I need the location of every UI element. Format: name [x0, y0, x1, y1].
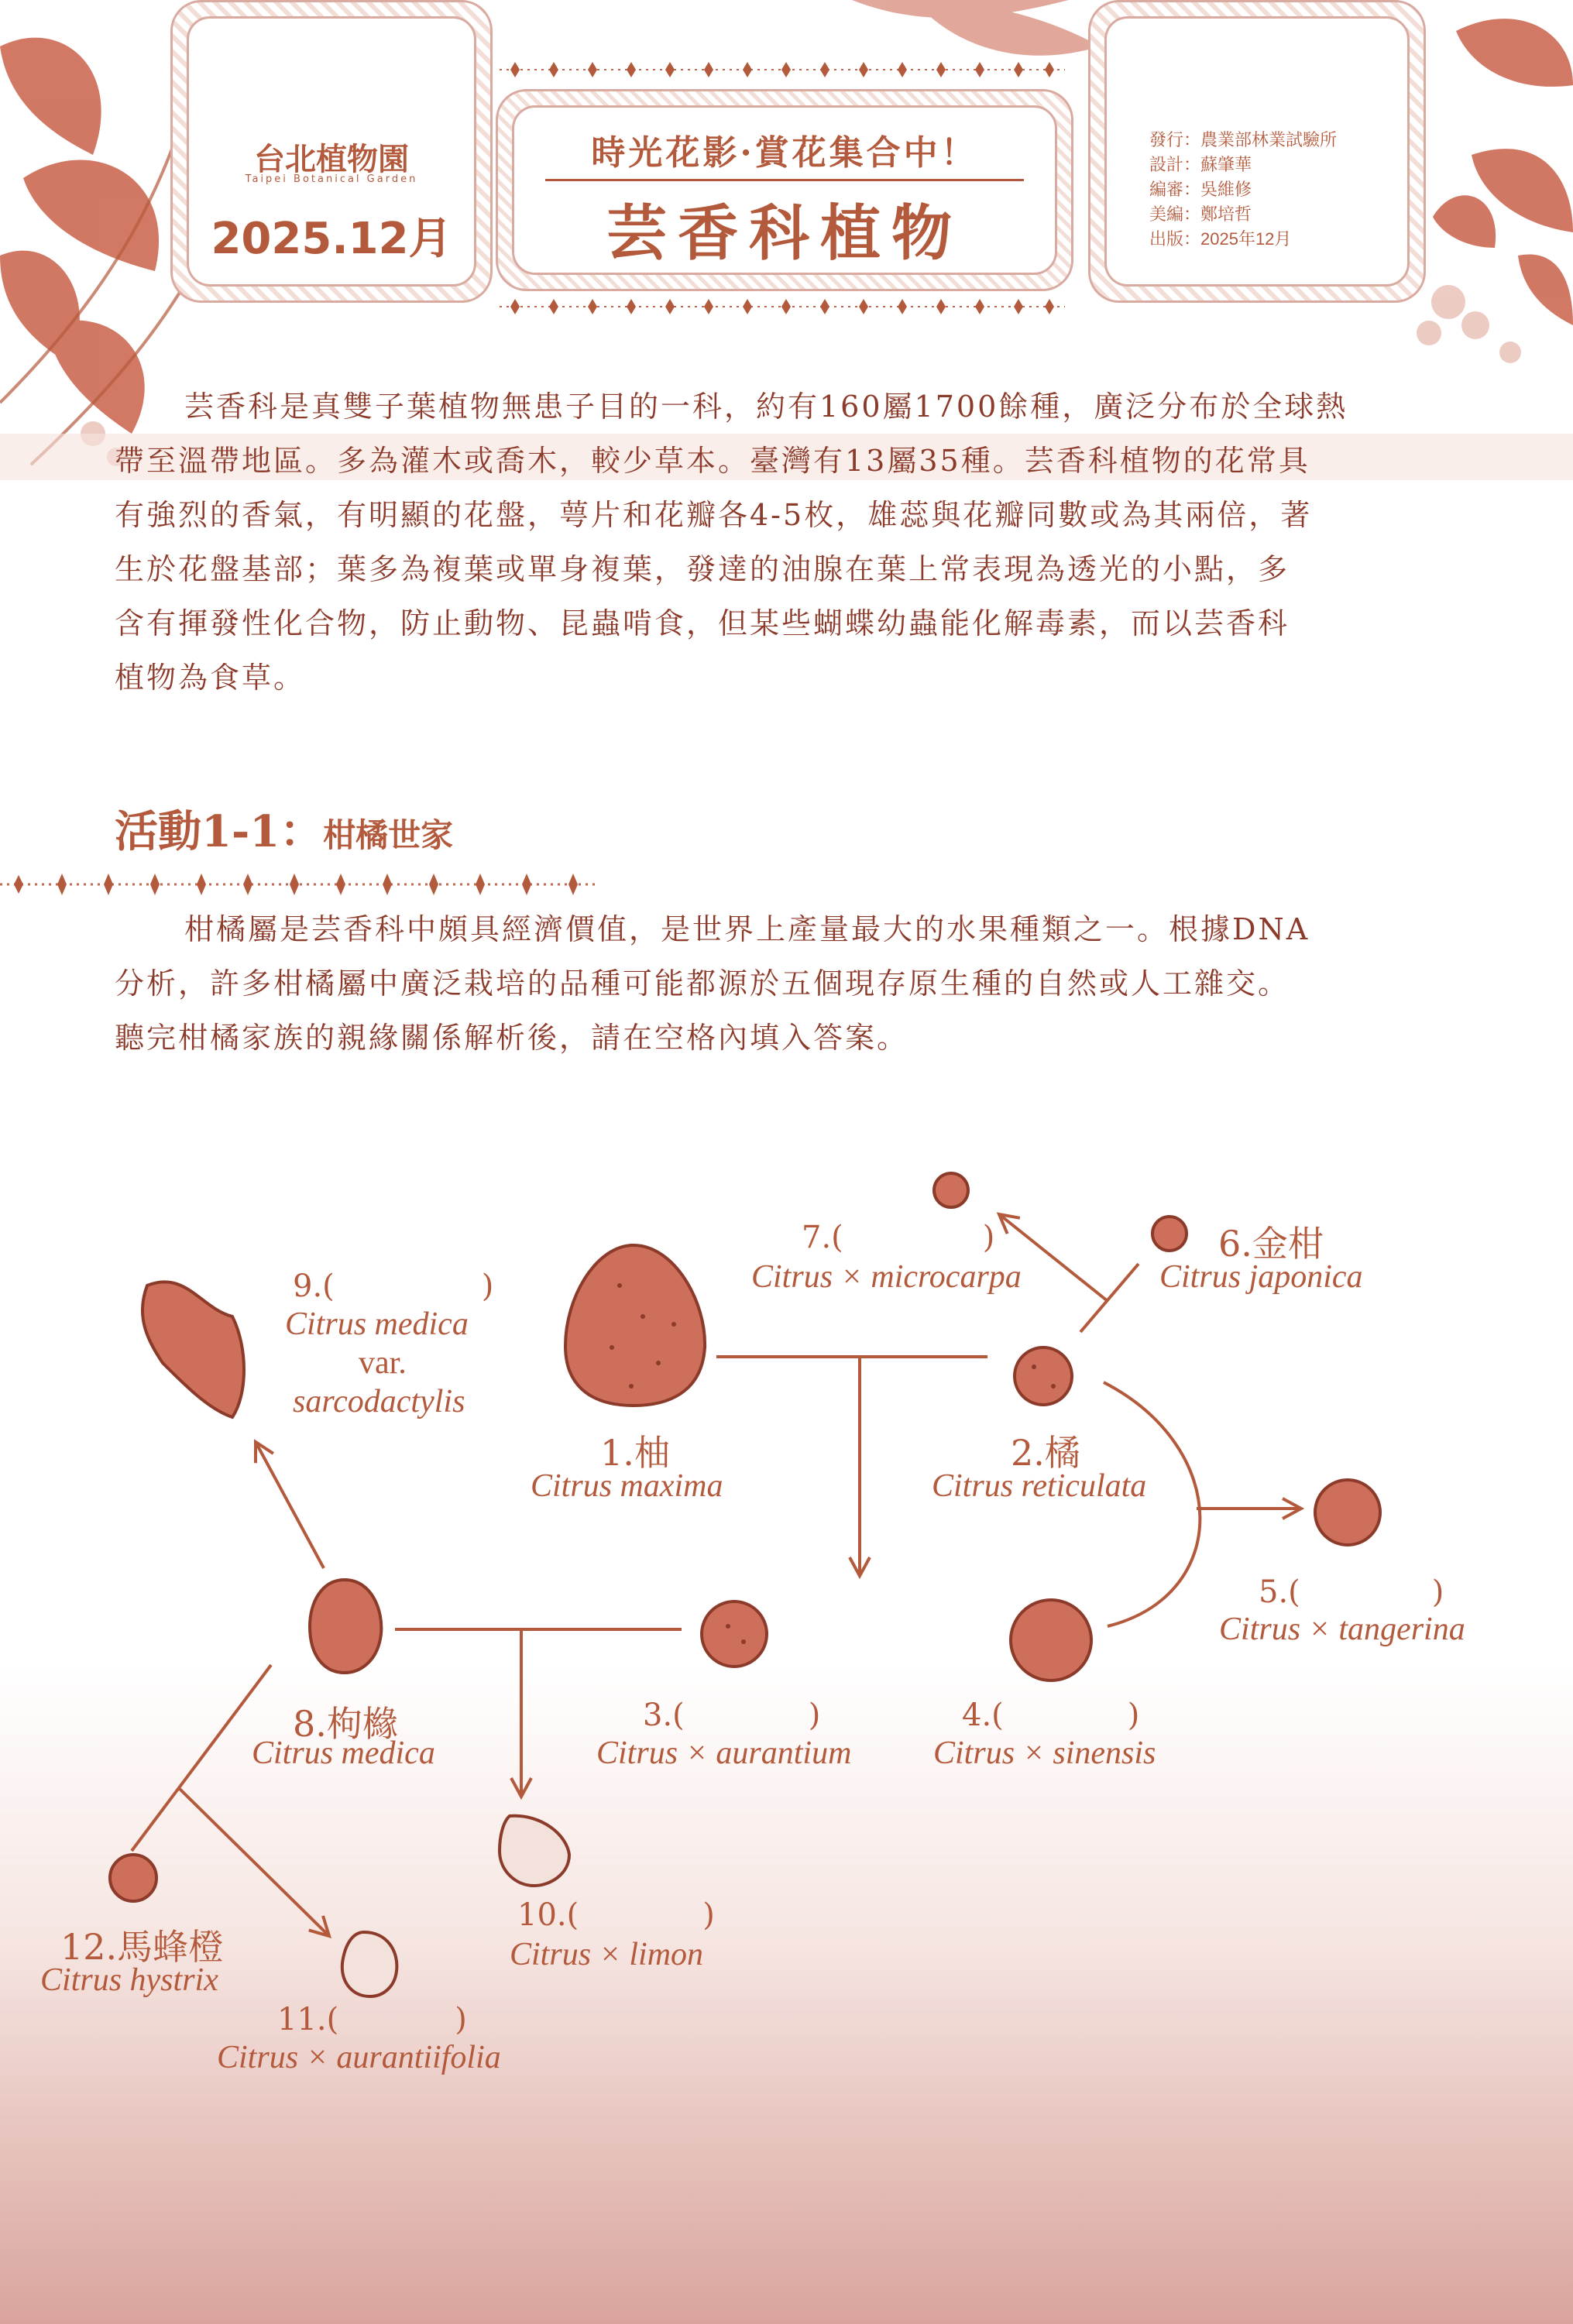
sweet-orange-fruit: [1011, 1600, 1091, 1680]
latin-citrus-sinensis: Citrus × sinensis: [933, 1735, 1156, 1771]
issue-date: 2025.12月: [211, 214, 452, 264]
latin-citrus-aurantiifolia: Citrus × aurantiifolia: [217, 2040, 501, 2075]
item-number: 1.: [600, 1432, 634, 1474]
latin-citrus-limon: Citrus × limon: [510, 1937, 704, 1972]
blank-close: ): [481, 1268, 494, 1304]
page-subtitle: 時光花影·賞花集合中！: [591, 133, 978, 173]
activity-line: 分析，許多柑橘屬中廣泛栽培的品種可能都源於五個現存原生種的自然或人工雜交。: [115, 966, 1290, 1001]
intro-line: 含有揮發性化合物，防止動物、昆蟲啃食，但某些蝴蝶幼蟲能化解毒素，而以芸香科: [115, 606, 1290, 640]
label-10-blank: [517, 1897, 715, 1933]
kaffir-lime-fruit: [110, 1855, 156, 1901]
blank-close: ): [1127, 1698, 1140, 1733]
intro-line: 帶至溫帶地區。多為灌木或喬木，較少草本。臺灣有13屬35種。芸香科植物的花常具: [115, 444, 1310, 478]
lime-fruit: [342, 1932, 397, 1996]
item-chinese-name: 橘: [1044, 1432, 1080, 1474]
item-number: 5.(: [1259, 1574, 1300, 1610]
item-chinese-name: 枸櫞: [326, 1703, 398, 1745]
item-chinese-name: 金柑: [1252, 1223, 1324, 1265]
blank-close: ): [1431, 1574, 1444, 1610]
label-9-blank: [293, 1268, 493, 1304]
label-5-blank: [1259, 1574, 1444, 1610]
arrow-to-9: [256, 1442, 324, 1568]
lemon-fruit: [500, 1816, 569, 1886]
item-number: 11.(: [277, 2002, 339, 2037]
latin-sarcodactylis-line: sarcodactylis: [293, 1384, 465, 1419]
intro-line: 有強烈的香氣，有明顯的花盤，萼片和花瓣各4-5枚，雄蕊與花瓣同數或為其兩倍，著: [115, 498, 1313, 532]
latin-citrus-japonica: Citrus japonica: [1159, 1259, 1363, 1295]
intro-line: 芸香科是真雙子葉植物無患子目的一科，約有160屬1700餘種，廣泛分布於全球熱: [184, 390, 1348, 424]
item-number: 8.: [293, 1703, 327, 1745]
item-number: 10.(: [517, 1897, 579, 1933]
calamondin-fruit: [934, 1173, 968, 1207]
intro-line: 生於花盤基部；葉多為複葉或單身複葉，發達的油腺在葉上常表現為透光的小點，多: [115, 552, 1290, 586]
item-number: 4.(: [962, 1698, 1004, 1733]
credit-editor: 編審：吳維修: [1149, 180, 1252, 199]
blank-close: ): [808, 1698, 821, 1733]
activity-number: 活動1-1：: [115, 806, 324, 857]
blank-close: ): [455, 2002, 467, 2037]
latin-citrus-hystrix: Citrus hystrix: [40, 1962, 218, 1998]
logo-title: 台北植物園: [254, 142, 409, 177]
credit-designer: 設計：蘇肇華: [1149, 155, 1252, 174]
item-number: 12.: [60, 1926, 118, 1968]
label-11-blank: [277, 2002, 467, 2037]
blank-close: ): [982, 1220, 995, 1255]
label-7-blank: [802, 1220, 994, 1255]
label-4-blank: [962, 1698, 1139, 1733]
mandarin-fruit: [1015, 1347, 1072, 1405]
latin-citrus-microcarpa: Citrus × microcarpa: [751, 1259, 1022, 1295]
activity-line: 柑橘屬是芸香科中頗具經濟價值，是世界上產量最大的水果種類之一。根據DNA: [184, 912, 1310, 946]
item-chinese-name: 柚: [634, 1432, 670, 1474]
item-number: 6.: [1218, 1223, 1252, 1265]
intro-line: 植物為食草。: [115, 661, 306, 695]
item-number: 9.(: [293, 1268, 335, 1304]
item-number: 2.: [1011, 1432, 1045, 1474]
item-chinese-name: 馬蜂橙: [117, 1926, 225, 1968]
blank-close: ): [702, 1897, 715, 1933]
pomelo-fruit: [565, 1245, 705, 1406]
connector-line: [1080, 1264, 1139, 1332]
latin-citrus-reticulata: Citrus reticulata: [932, 1468, 1147, 1504]
latin-citrus-tangerina: Citrus × tangerina: [1219, 1612, 1465, 1647]
credit-publisher: 發行：農業部林業試驗所: [1149, 130, 1338, 149]
latin-citrus-medica: Citrus medica: [252, 1735, 435, 1771]
activity-title: 柑橘世家: [323, 816, 454, 854]
credit-published-date: 出版：2025年12月: [1149, 229, 1292, 249]
latin-citrus-maxima: Citrus maxima: [531, 1468, 723, 1504]
arrow-to-11: [180, 1789, 329, 1936]
kumquat-fruit: [1152, 1217, 1187, 1251]
citron-fruit: [310, 1580, 381, 1673]
buddhas-hand-fruit: [143, 1282, 244, 1417]
page-title: 芸香科植物: [606, 198, 963, 269]
latin-citrus-medica-line: Citrus medica: [285, 1306, 469, 1342]
latin-citrus-aurantium: Citrus × aurantium: [596, 1735, 852, 1771]
connector-line: [132, 1665, 271, 1851]
sour-orange-fruit: [702, 1601, 767, 1667]
latin-var-line: var.: [359, 1345, 407, 1381]
logo-subtitle: Taipei Botanical Garden: [245, 173, 418, 185]
label-3-blank: [643, 1698, 820, 1733]
item-number: 3.(: [643, 1698, 685, 1733]
tangerine-fruit: [1315, 1480, 1380, 1545]
item-number: 7.(: [802, 1220, 843, 1255]
activity-line: 聽完柑橘家族的親緣關係解析後，請在空格內填入答案。: [115, 1021, 909, 1055]
credit-art-editor: 美編：鄭培哲: [1149, 204, 1252, 224]
